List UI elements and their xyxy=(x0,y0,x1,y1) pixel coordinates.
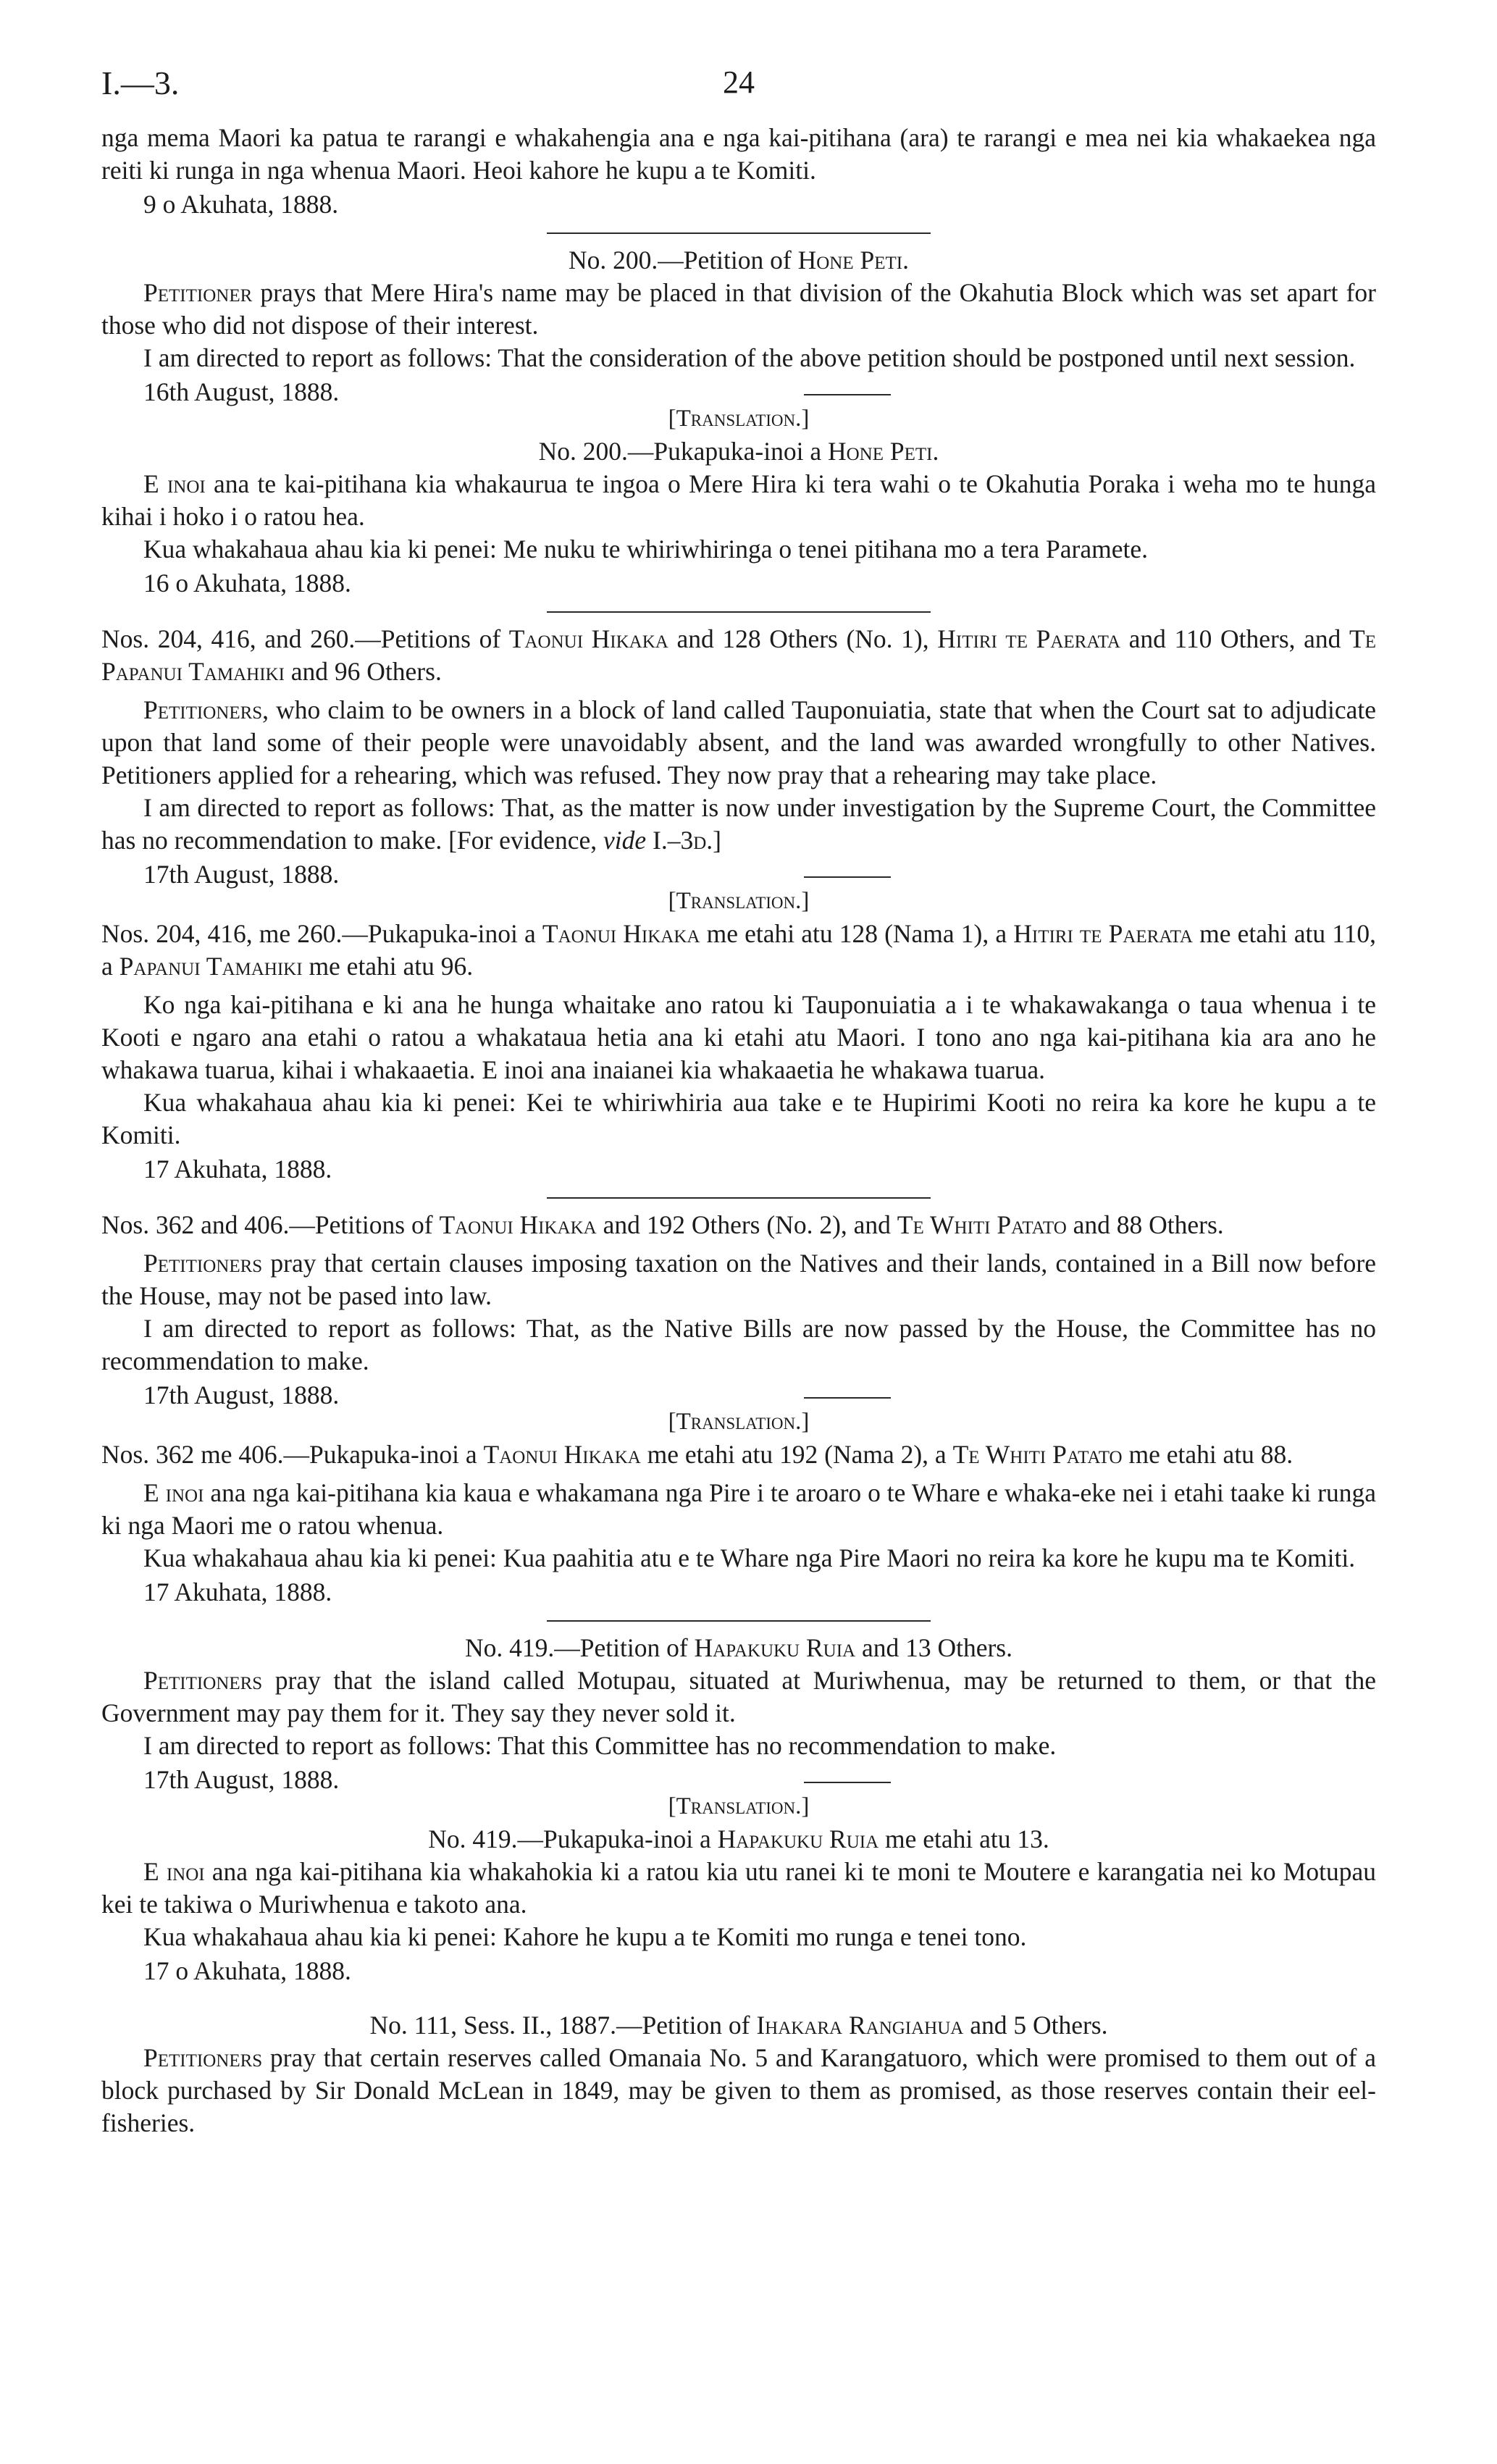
document-reference: I.—3. xyxy=(101,64,180,101)
translation-paragraph: E inoi ana nga kai-pitihana kia kaua e whakamana nga Pire i te aroaro o te Whare e whaka-eke nei i etahi taake ki runga ki nga Maori me o ratou whenua. xyxy=(101,1478,1376,1540)
section-divider xyxy=(547,1197,931,1199)
section-divider xyxy=(547,1620,931,1622)
translation-paragraph: E inoi ana te kai-pitihana kia whakaurua te ingoa o Mere Hira ki tera wahi o te Okahutia Poraka i weha mo te hunga kihai i hoko i o ratou hea. xyxy=(101,469,1376,531)
petition-heading: Nos. 362 and 406.—Petitions of Taonui Hikaka and 192 Others (No. 2), and Te Whiti Patato and 88 Others. xyxy=(101,1210,1224,1239)
translation-label: [Translation.] xyxy=(668,1409,810,1435)
petition-paragraph: Petitioners pray that certain clauses imposing taxation on the Natives and their lands, contained in a Bill now before the House, may not be pased into law. xyxy=(101,1249,1376,1310)
translation-report: Kua whakahaua ahau kia ki penei: Kua paahitia atu e te Whare nga Pire Maori no reira ka kore he kupu ma te Komiti. xyxy=(143,1543,1356,1572)
petition-paragraph: Petitioners, who claim to be owners in a block of land called Tauponuiatia, state that when the Court sat to adjudicate upon that land some of their people were unavoidably absent, and the land was awarded wrongfully to other Natives. Petitioners applied for a rehearing, which was refused. They now pray that a rehearing may take place. xyxy=(101,695,1376,789)
petition-heading: No. 111, Sess. II., 1887.—Petition of Ihakara Rangiahua and 5 Others. xyxy=(369,2011,1108,2040)
date-line: 17 Akuhata, 1888. xyxy=(143,1577,332,1606)
translation-heading: Nos. 362 me 406.—Pukapuka-inoi a Taonui Hikaka me etahi atu 192 (Nama 2), a Te Whiti Patato me etahi atu 88. xyxy=(101,1440,1293,1469)
translation-report: Kua whakahaua ahau kia ki penei: Kei te whiriwhiria aua take e te Hupirimi Kooti no reira ka kore he kupu a te Komiti. xyxy=(101,1088,1376,1149)
translation-paragraph: Ko nga kai-pitihana e ki ana he hunga whaitake ano ratou ki Tauponuiatia a i te whakawakanga o taua whenua i te Kooti e ngaro ana etahi o ratou a whakataua hetia ana ki etahi atu Maori. I tono ano nga kai-pitihana kia ara ano he whakawa tuarua, kihai i whakaaetia. E inoi ana inaianei kia whakaaetia he whakawa tuarua. xyxy=(101,990,1376,1084)
page-header xyxy=(101,43,1376,101)
report-paragraph: I am directed to report as follows: That, as the Native Bills are now passed by the House, the Committee has no recommendation to make. xyxy=(101,1314,1376,1375)
petition-paragraph: Petitioner prays that Mere Hira's name may be placed in that division of the Okahutia Block which was set apart for those who did not dispose of their interest. xyxy=(101,278,1376,340)
report-paragraph: I am directed to report as follows: That the consideration of the above petition should be postponed until next session. xyxy=(143,343,1356,372)
date-line: 17 Akuhata, 1888. xyxy=(143,1155,332,1183)
translation-heading: No. 200.—Pukapuka-inoi a Hone Peti. xyxy=(538,437,939,466)
translation-report: Kua whakahaua ahau kia ki penei: Kahore he kupu a te Komiti mo runga e tenei tono. xyxy=(143,1922,1027,1951)
date-line: 16th August, 1888. xyxy=(143,377,340,406)
date-line: 17th August, 1888. xyxy=(143,1380,340,1409)
report-paragraph: I am directed to report as follows: That this Committee has no recommendation to make. xyxy=(143,1731,1057,1760)
document-page xyxy=(101,43,1376,2140)
section-divider xyxy=(547,611,931,613)
translation-label: [Translation.] xyxy=(668,406,810,432)
translation-label: [Translation.] xyxy=(668,1793,810,1819)
translation-paragraph: E inoi ana nga kai-pitihana kia whakahokia ki a ratou kia utu ranei ki te moni te Moutere e karangatia nei ko Motupau kei te takiwa o Muriwhenua e takoto ana. xyxy=(101,1857,1376,1919)
date-line: 17 o Akuhata, 1888. xyxy=(143,1956,351,1985)
page-number: 24 xyxy=(723,64,755,100)
petition-paragraph: Petitioners pray that the island called Motupau, situated at Muriwhenua, may be returned to them, or that the Government may pay them for it. They say they never sold it. xyxy=(101,1666,1376,1727)
translation-report: Kua whakahaua ahau kia ki penei: Me nuku te whiriwhiringa o tenei pitihana mo a tera Paramete. xyxy=(143,535,1148,563)
short-divider xyxy=(804,876,891,878)
short-divider xyxy=(804,394,891,395)
petition-heading: No. 200.—Petition of Hone Peti. xyxy=(569,246,909,275)
date-line: 16 o Akuhata, 1888. xyxy=(143,569,351,598)
section-divider xyxy=(547,232,931,234)
translation-label: [Translation.] xyxy=(668,888,810,914)
date-line: 17th August, 1888. xyxy=(143,1765,340,1794)
petition-paragraph: Petitioners pray that certain reserves called Omanaia No. 5 and Karangatuoro, which were promised to them out of a block purchased by Sir Donald McLean in 1849, may be given to them as promised, as those reserves contain their eel-fisheries. xyxy=(101,2043,1376,2137)
continued-paragraph: nga mema Maori ka patua te rarangi e whakahengia ana e nga kai-pitihana (ara) te rarangi e mea nei kia whakaekea nga reiti ki runga in nga whenua Maori. Heoi kahore he kupu a te Komiti. xyxy=(101,123,1376,185)
petition-heading: No. 419.—Petition of Hapakuku Ruia and 13 Others. xyxy=(464,1633,1012,1662)
translation-heading: Nos. 204, 416, me 260.—Pukapuka-inoi a Taonui Hikaka me etahi atu 128 (Nama 1), a Hitiri te Paerata me etahi atu 110, a Papanui Tamahiki me etahi atu 96. xyxy=(101,919,1377,981)
short-divider xyxy=(804,1397,891,1399)
date-line: 17th August, 1888. xyxy=(143,860,340,889)
petition-heading: Nos. 204, 416, and 260.—Petitions of Taonui Hikaka and 128 Others (No. 1), Hitiri te Paerata and 110 Others, and Te Papanui Tamahiki and 96 Others. xyxy=(101,624,1376,686)
short-divider xyxy=(804,1782,891,1783)
report-paragraph: I am directed to report as follows: That, as the matter is now under investigation by the Supreme Court, the Committee has no recommendation to make. [For evidence, vide I.–3d.] xyxy=(101,793,1376,855)
translation-heading: No. 419.—Pukapuka-inoi a Hapakuku Ruia me etahi atu 13. xyxy=(428,1824,1049,1853)
date-line: 9 o Akuhata, 1888. xyxy=(143,190,339,219)
